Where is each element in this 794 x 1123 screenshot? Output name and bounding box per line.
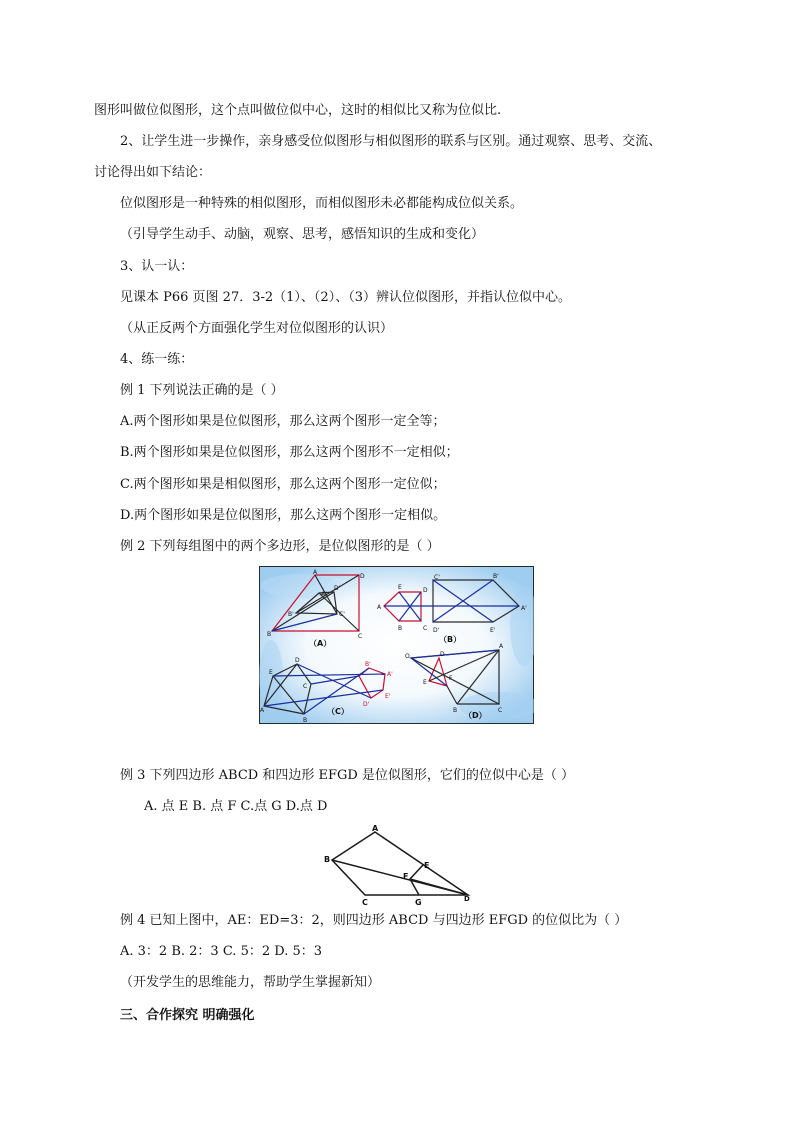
label-point: C bbox=[362, 898, 368, 906]
label-point: D bbox=[360, 573, 365, 580]
text-line: 例 3 下列四边形 ABCD 和四边形 EFGD 是位似图形，它们的位似中心是（ ） bbox=[120, 768, 575, 783]
label-point: B bbox=[453, 707, 458, 714]
label-point: C bbox=[303, 683, 308, 690]
label-point: B' bbox=[493, 573, 499, 580]
text-line: A. 3：2 B. 2：3 C. 5：2 D. 5：3 bbox=[120, 944, 323, 959]
caption-b: （B） bbox=[439, 635, 462, 644]
text-line: A. 点 E B. 点 F C.点 G D.点 D bbox=[144, 799, 328, 814]
text-line: 4、练一练： bbox=[120, 352, 194, 367]
label-point: B bbox=[398, 625, 403, 632]
label-point: D' bbox=[334, 585, 341, 592]
label-point: A bbox=[313, 569, 318, 576]
text-line: 3、认一认： bbox=[120, 259, 194, 274]
label-point: D bbox=[423, 587, 428, 594]
label-point: E' bbox=[385, 693, 391, 700]
text-line: 见课本 P66 页图 27．3-2（1）、（2）、（3）辨认位似图形，并指认位似中心。 bbox=[120, 290, 571, 305]
label-point: A bbox=[372, 824, 379, 833]
caption-a: （A） bbox=[309, 639, 332, 648]
text-line: 位似图形是一种特殊的相似图形，而相似图形未必都能构成位似关系。 bbox=[120, 196, 524, 211]
label-point: C bbox=[358, 633, 363, 640]
text-line: 图形叫做位似图形，这个点叫做位似中心，这时的相似比又称为位似比. bbox=[94, 103, 502, 118]
label-point: E' bbox=[490, 627, 496, 634]
text-line: B.两个图形如果是位似图形，那么这两个图形不一定相似； bbox=[120, 445, 459, 460]
caption-d: （D） bbox=[464, 711, 487, 720]
label-point: D bbox=[464, 895, 470, 903]
text-line: （引导学生动手、动脑，观察、思考，感悟知识的生成和变化） bbox=[120, 227, 485, 242]
text-line: （从正反两个方面强化学生对位似图形的认识） bbox=[120, 321, 394, 336]
label-point: B bbox=[303, 717, 308, 724]
label-point: E bbox=[423, 679, 427, 686]
label-point: O bbox=[405, 653, 410, 660]
text-line: D.两个图形如果是位似图形，那么这两个图形一定相似。 bbox=[120, 508, 447, 523]
label-point: A bbox=[260, 707, 265, 714]
text-line: 例 2 下列每组图中的两个多边形，是位似图形的是（ ） bbox=[120, 539, 440, 554]
label-point: F bbox=[403, 872, 409, 881]
text-line: A.两个图形如果是位似图形，那么这两个图形一定全等； bbox=[120, 414, 446, 429]
section-heading: 三、合作探究 明确强化 bbox=[120, 1008, 255, 1023]
label-point: D' bbox=[363, 701, 370, 708]
label-point: E bbox=[269, 669, 273, 676]
label-point: B bbox=[267, 631, 272, 638]
label-point: A' bbox=[521, 605, 527, 612]
label-point: G bbox=[415, 898, 422, 906]
label-point: C' bbox=[339, 611, 345, 618]
label-point: A bbox=[377, 604, 382, 611]
label-point: E bbox=[398, 584, 402, 591]
label-point: B' bbox=[365, 661, 371, 668]
text-line: （开发学生的思维能力，帮助学生掌握新知） bbox=[120, 975, 381, 990]
text-line: 讨论得出如下结论： bbox=[94, 165, 212, 180]
text-line: 2、让学生进一步操作，亲身感受位似图形与相似图形的联系与区别。通过观察、思考、交流、 bbox=[120, 134, 662, 149]
example2-figure bbox=[259, 566, 534, 724]
label-point: A bbox=[499, 643, 504, 650]
label-point: C' bbox=[434, 574, 440, 581]
label-point: B bbox=[324, 855, 331, 864]
caption-c: （C） bbox=[327, 707, 349, 716]
label-point: D bbox=[440, 651, 445, 658]
label-point: B' bbox=[288, 611, 294, 618]
text-line: C.两个图形如果是相似图形，那么这两个图形一定位似； bbox=[120, 477, 446, 492]
label-point: D' bbox=[433, 627, 440, 634]
label-point: E bbox=[424, 861, 430, 870]
text-line: 例 4 已知上图中，AE：ED=3：2，则四边形 ABCD 与四边形 EFGD 的位似比为（ ） bbox=[120, 913, 628, 928]
label-point: F bbox=[449, 675, 453, 682]
example3-figure bbox=[322, 822, 474, 906]
label-point: A' bbox=[321, 591, 327, 598]
label-point: A' bbox=[387, 671, 393, 678]
text-line: 例 1 下列说法正确的是（ ） bbox=[120, 383, 284, 398]
label-point: C bbox=[498, 707, 503, 714]
label-point: D bbox=[295, 657, 300, 664]
label-point: C bbox=[423, 625, 428, 632]
